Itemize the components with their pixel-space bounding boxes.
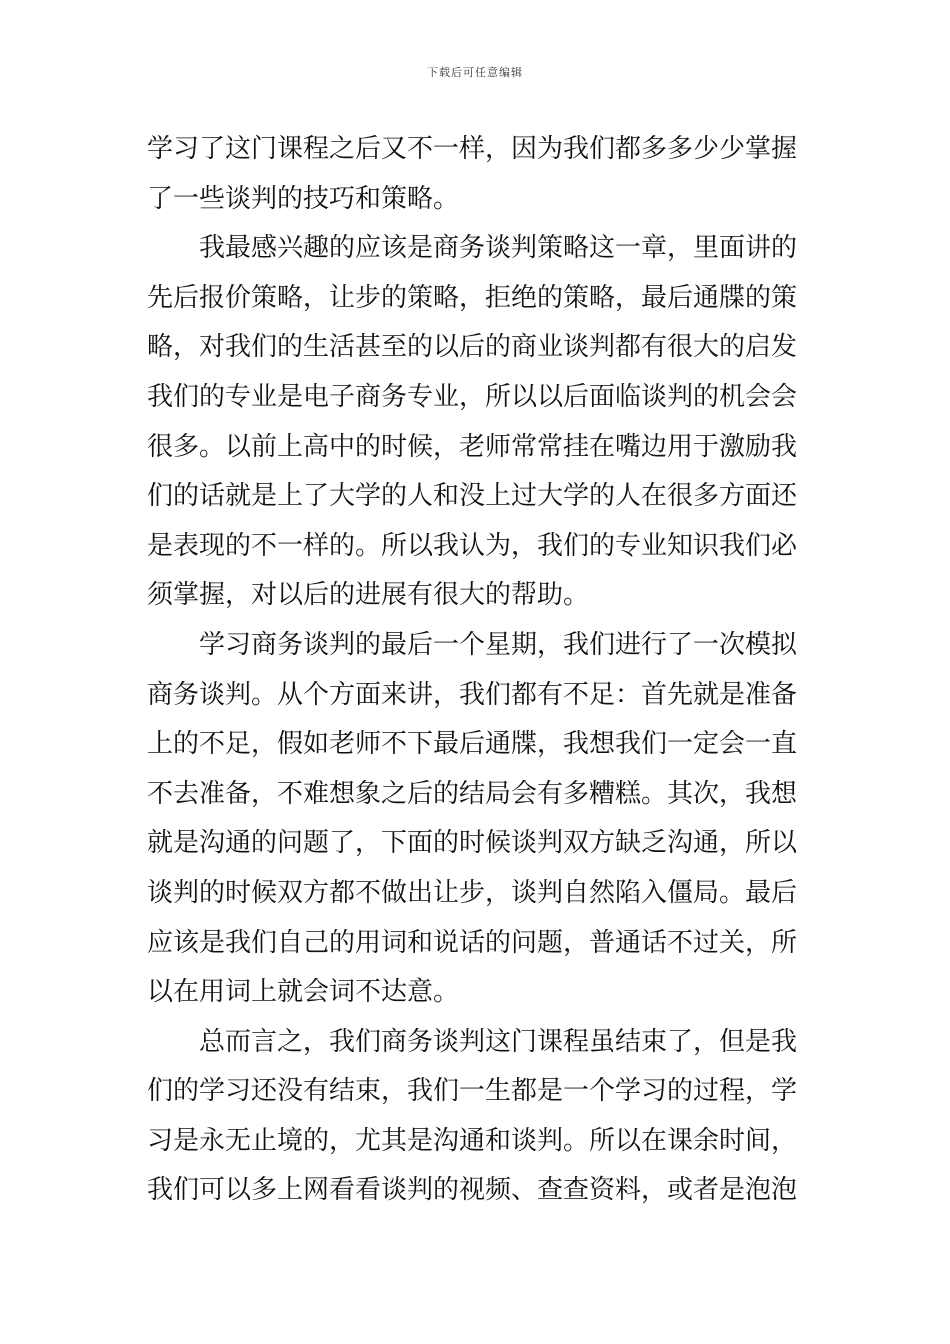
text-line: 略，对我们的生活甚至的以后的商业谈判都有很大的启发 [147, 332, 798, 363]
text-line: 我们可以多上网看看谈判的视频、查查资料，或者是泡泡 [147, 1175, 798, 1206]
text-line: 学习了这门课程之后又不一样，因为我们都多多少少掌握 [147, 134, 798, 164]
text-line: 以在用词上就会词不达意。 [147, 977, 460, 1008]
text-line: 们的学习还没有结束，我们一生都是一个学习的过程，学 [147, 1076, 798, 1107]
header-note: 下载后可任意编辑 [427, 66, 523, 79]
text-line: 谈判的时候双方都不做出让步，谈判自然陷入僵局。最后 [147, 877, 798, 908]
text-line: 总而言之，我们商务谈判这门课程虽结束了，但是我 [199, 1026, 798, 1057]
text-line: 商务谈判。从个方面来讲，我们都有不足：首先就是准备 [147, 679, 798, 710]
text-line: 了一些谈判的技巧和策略。 [147, 183, 460, 214]
text-line: 我最感兴趣的应该是商务谈判策略这一章，里面讲的 [199, 233, 798, 264]
text-line: 上的不足，假如老师不下最后通牒，我想我们一定会一直 [147, 729, 798, 760]
text-line: 不去准备，不难想象之后的结局会有多糟糕。其次，我想 [147, 778, 798, 809]
text-line: 习是永无止境的，尤其是沟通和谈判。所以在课余时间， [147, 1125, 798, 1156]
text-line: 须掌握，对以后的进展有很大的帮助。 [147, 580, 590, 611]
text-line: 就是沟通的问题了，下面的时候谈判双方缺乏沟通，所以 [147, 828, 798, 859]
text-line: 们的话就是上了大学的人和没上过大学的人在很多方面还 [147, 481, 798, 512]
text-line: 先后报价策略，让步的策略，拒绝的策略，最后通牒的策 [147, 282, 798, 313]
text-line: 应该是我们自己的用词和说话的问题，普通话不过关，所 [147, 927, 798, 958]
text-line: 是表现的不一样的。所以我认为，我们的专业知识我们必 [147, 530, 798, 561]
text-line: 很多。以前上高中的时候，老师常常挂在嘴边用于激励我 [147, 431, 798, 462]
body-text [147, 125, 812, 1216]
text-line: 我们的专业是电子商务专业，所以以后面临谈判的机会会 [147, 381, 798, 412]
text-line: 学习商务谈判的最后一个星期，我们进行了一次模拟 [199, 629, 798, 660]
